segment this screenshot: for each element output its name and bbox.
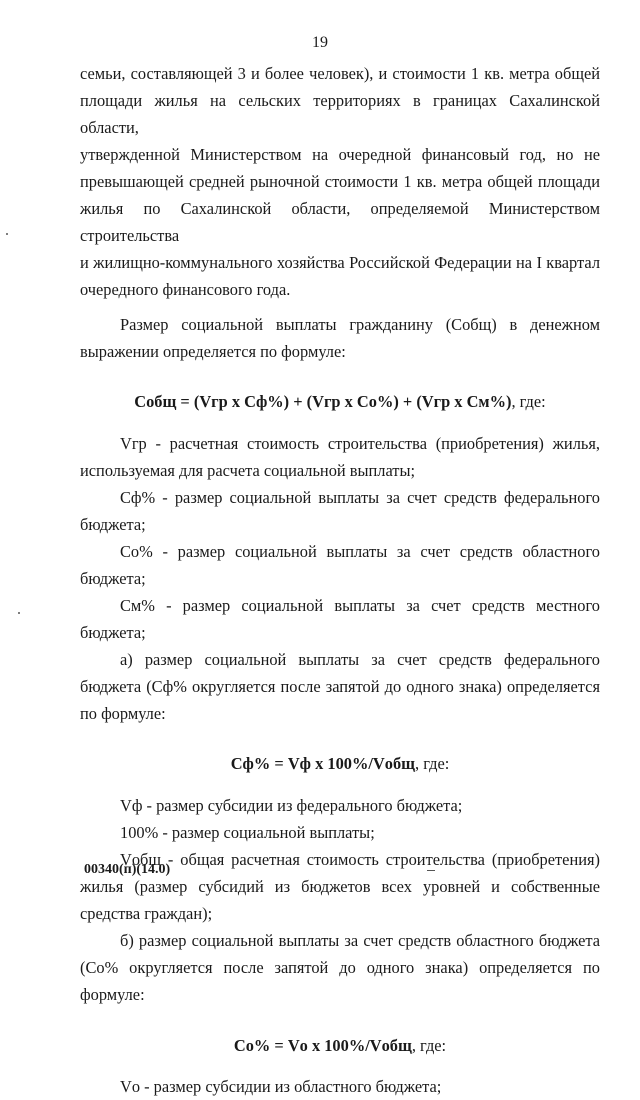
paragraph-line: жилья по Сахалинской области, определяемой Министерством строительства xyxy=(80,199,600,245)
paragraph-line: превышающей средней рыночной стоимости 1 кв. метра общей площади xyxy=(80,172,600,191)
definition-sf: Сф% - размер социальной выплаты за счет средств федерального бюджета; xyxy=(80,488,600,534)
paragraph-regional-formula-intro: б) размер социальной выплаты за счет средств областного бюджета (Со% округляется после запятой до одного знака) определяется по формуле: xyxy=(80,931,600,1004)
page-number: 19 xyxy=(312,34,328,51)
formula-suffix: , где: xyxy=(511,392,546,411)
scan-speck xyxy=(18,612,20,614)
formula-expression: Собщ = (Vгр х Сф%) + (Vгр х Со%) + (Vгр х См%) xyxy=(134,392,512,411)
formula-suffix: , где: xyxy=(415,754,450,773)
definition-vf: Vф - размер субсидии из федерального бюджета; xyxy=(120,796,463,815)
formula-federal-share xyxy=(80,750,600,777)
definition-vgr: Vгр - расчетная стоимость строительства (приобретения) жилья, используемая для расчета социальной выплаты; xyxy=(80,434,600,480)
definition-vo: Vо - размер субсидии из областного бюджета; xyxy=(120,1077,442,1096)
formula-expression: Сф% = Vф х 100%/Vобщ xyxy=(230,754,415,773)
paragraph-line: утвержденной Министерством на очередной финансовый год, но не xyxy=(80,145,600,164)
formula-expression: Со% = Vо х 100%/Vобщ xyxy=(233,1036,412,1055)
paragraph-federal-formula-intro: а) размер социальной выплаты за счет средств федерального бюджета (Сф% округляется после запятой до одного знака) определяется по формуле: xyxy=(80,650,600,723)
paragraph-line: семьи, составляющей 3 и более человек), и стоимости 1 кв. метра общей xyxy=(80,64,600,83)
paragraph-line: очередного финансового года. xyxy=(80,280,291,299)
definition-so: Со% - размер социальной выплаты за счет средств областного бюджета; xyxy=(80,542,600,588)
document-body xyxy=(80,60,600,1100)
definition-vobsh: Vобщ - общая расчетная стоимость строительства (приобретения) жилья (размер субсидий из бюджетов всех уровней и собственные средства граждан); xyxy=(80,850,600,923)
definition-sm: См% - размер социальной выплаты за счет средств местного бюджета; xyxy=(80,596,600,642)
scan-speck xyxy=(427,870,435,871)
document-code: 00340(п)(14.0) xyxy=(84,862,171,877)
formula-regional-share xyxy=(80,1032,600,1059)
formula-suffix: , где: xyxy=(411,1036,447,1055)
formula-total-payment xyxy=(80,388,600,415)
paragraph-line: площади жилья на сельских территориях в границах Сахалинской области, xyxy=(80,91,600,137)
definition-100: 100% - размер социальной выплаты; xyxy=(120,823,375,842)
scan-speck xyxy=(6,233,8,235)
paragraph-formula-intro: Размер социальной выплаты гражданину (Собщ) в денежном выражении определяется по формуле: xyxy=(80,315,600,361)
paragraph-line: и жилищно-коммунального хозяйства Российской Федерации на I квартал xyxy=(80,253,600,272)
